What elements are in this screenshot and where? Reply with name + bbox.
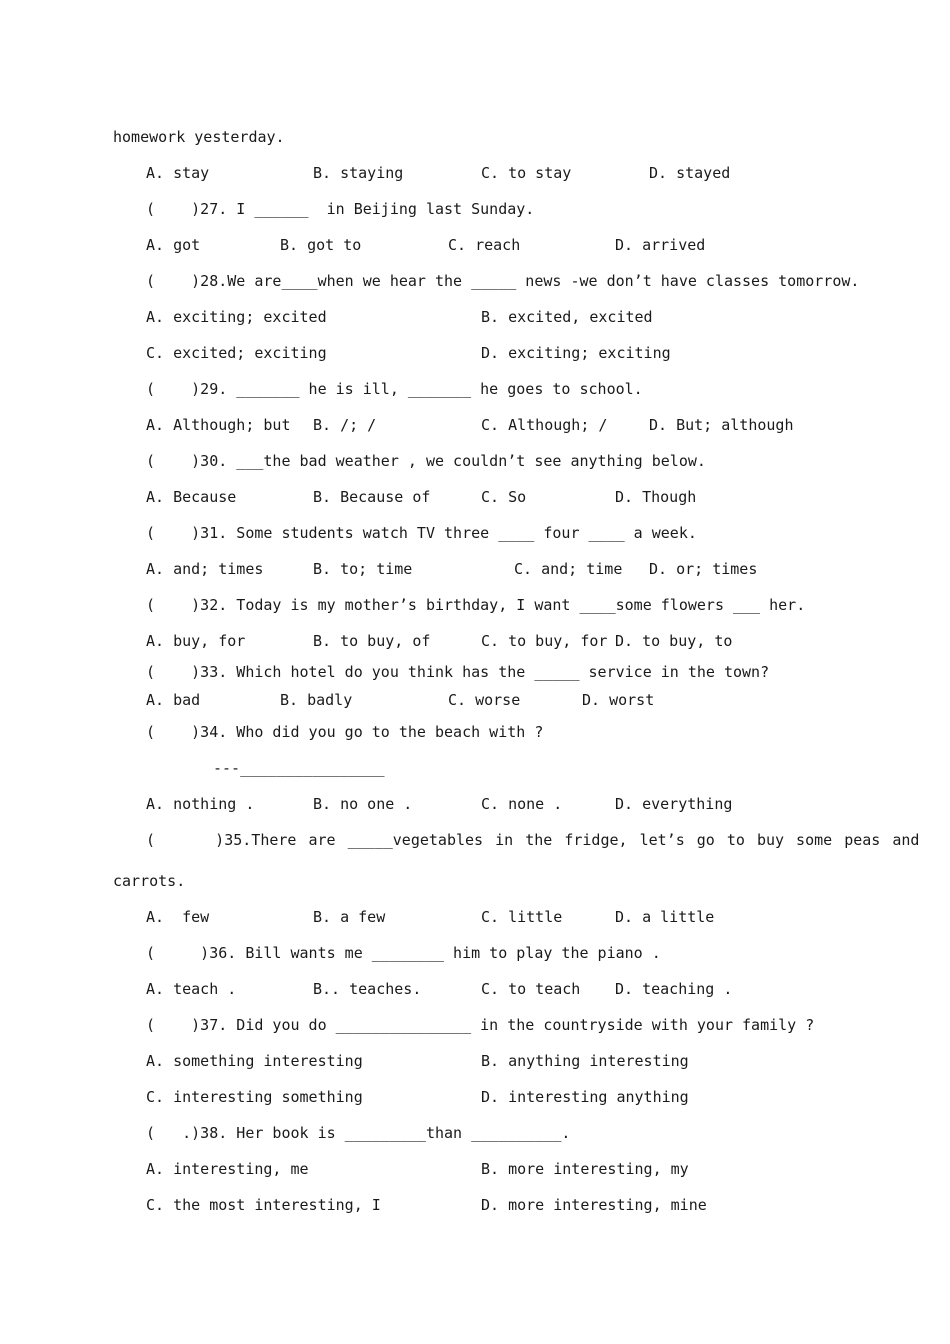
option-a: A. and; times bbox=[146, 560, 264, 578]
option-c: C. to buy, for bbox=[481, 632, 608, 650]
option-c: C. to teach bbox=[481, 980, 581, 998]
option-a: A. nothing . bbox=[146, 795, 255, 813]
question-37-stem: ( )37. Did you do _______________ in the countryside with your family ? bbox=[146, 1016, 815, 1034]
option-c: C. and; time bbox=[514, 560, 623, 578]
option-b: B. staying bbox=[313, 164, 404, 182]
option-a: A. something interesting bbox=[146, 1052, 363, 1070]
option-b: B. no one . bbox=[313, 795, 413, 813]
option-b: B. more interesting, my bbox=[481, 1160, 689, 1178]
question-33-stem: ( )33. Which hotel do you think has the _____ service in the town? bbox=[146, 663, 770, 681]
option-b: B. excited, excited bbox=[481, 308, 653, 326]
option-a: A. teach . bbox=[146, 980, 237, 998]
option-b: B. Because of bbox=[313, 488, 431, 506]
option-b: B. got to bbox=[280, 236, 362, 254]
answer-blank: ---________________ bbox=[213, 759, 385, 777]
intro-line: homework yesterday. bbox=[113, 128, 285, 146]
question-27-stem: ( )27. I ______ in Beijing last Sunday. bbox=[146, 200, 535, 218]
question-34-stem: ( )34. Who did you go to the beach with ? bbox=[146, 723, 544, 741]
option-a: A. stay bbox=[146, 164, 210, 182]
question-30-stem: ( )30. ___the bad weather , we couldn’t see anything below. bbox=[146, 452, 706, 470]
option-a: A. Because bbox=[146, 488, 237, 506]
option-b: B. a few bbox=[313, 908, 386, 926]
option-d: D. or; times bbox=[649, 560, 758, 578]
question-35-stem: ( )35.There are _____vegetables in the fridge, let’s go to buy some peas and bbox=[146, 831, 920, 849]
option-d: D. stayed bbox=[649, 164, 731, 182]
option-d: D. everything bbox=[615, 795, 733, 813]
option-a: A. got bbox=[146, 236, 201, 254]
question-35-continuation: carrots. bbox=[113, 872, 186, 890]
option-d: D. arrived bbox=[615, 236, 706, 254]
option-d: D. teaching . bbox=[615, 980, 733, 998]
option-d: D. But; although bbox=[649, 416, 794, 434]
option-d: D. more interesting, mine bbox=[481, 1196, 707, 1214]
option-a: A. few bbox=[146, 908, 210, 926]
question-36-stem: ( )36. Bill wants me ________ him to play the piano . bbox=[146, 944, 661, 962]
option-c: C. reach bbox=[448, 236, 521, 254]
option-c: C. none . bbox=[481, 795, 563, 813]
option-c: C. worse bbox=[448, 691, 521, 709]
option-b: B. to; time bbox=[313, 560, 413, 578]
option-c: C. Although; / bbox=[481, 416, 608, 434]
question-29-stem: ( )29. _______ he is ill, _______ he goes to school. bbox=[146, 380, 643, 398]
option-a: A. interesting, me bbox=[146, 1160, 309, 1178]
option-d: D. exciting; exciting bbox=[481, 344, 671, 362]
option-b: B.. teaches. bbox=[313, 980, 422, 998]
option-d: D. worst bbox=[582, 691, 655, 709]
question-31-stem: ( )31. Some students watch TV three ____ four ____ a week. bbox=[146, 524, 697, 542]
option-d: D. Though bbox=[615, 488, 697, 506]
option-b: B. anything interesting bbox=[481, 1052, 689, 1070]
option-b: B. to buy, of bbox=[313, 632, 431, 650]
option-a: A. bad bbox=[146, 691, 201, 709]
option-a: A. buy, for bbox=[146, 632, 246, 650]
option-b: B. badly bbox=[280, 691, 353, 709]
option-c: C. So bbox=[481, 488, 527, 506]
option-c: C. interesting something bbox=[146, 1088, 363, 1106]
question-28-stem: ( )28.We are____when we hear the _____ news -we don’t have classes tomorrow. bbox=[146, 272, 860, 290]
option-d: D. to buy, to bbox=[615, 632, 733, 650]
option-a: A. Although; but bbox=[146, 416, 291, 434]
option-c: C. excited; exciting bbox=[146, 344, 327, 362]
option-a: A. exciting; excited bbox=[146, 308, 327, 326]
option-d: D. interesting anything bbox=[481, 1088, 689, 1106]
option-c: C. little bbox=[481, 908, 563, 926]
option-d: D. a little bbox=[615, 908, 715, 926]
question-32-stem: ( )32. Today is my mother’s birthday, I want ____some flowers ___ her. bbox=[146, 596, 806, 614]
option-c: C. the most interesting, I bbox=[146, 1196, 381, 1214]
option-c: C. to stay bbox=[481, 164, 572, 182]
option-b: B. /; / bbox=[313, 416, 377, 434]
question-38-stem: ( .)38. Her book is _________than __________. bbox=[146, 1124, 571, 1142]
